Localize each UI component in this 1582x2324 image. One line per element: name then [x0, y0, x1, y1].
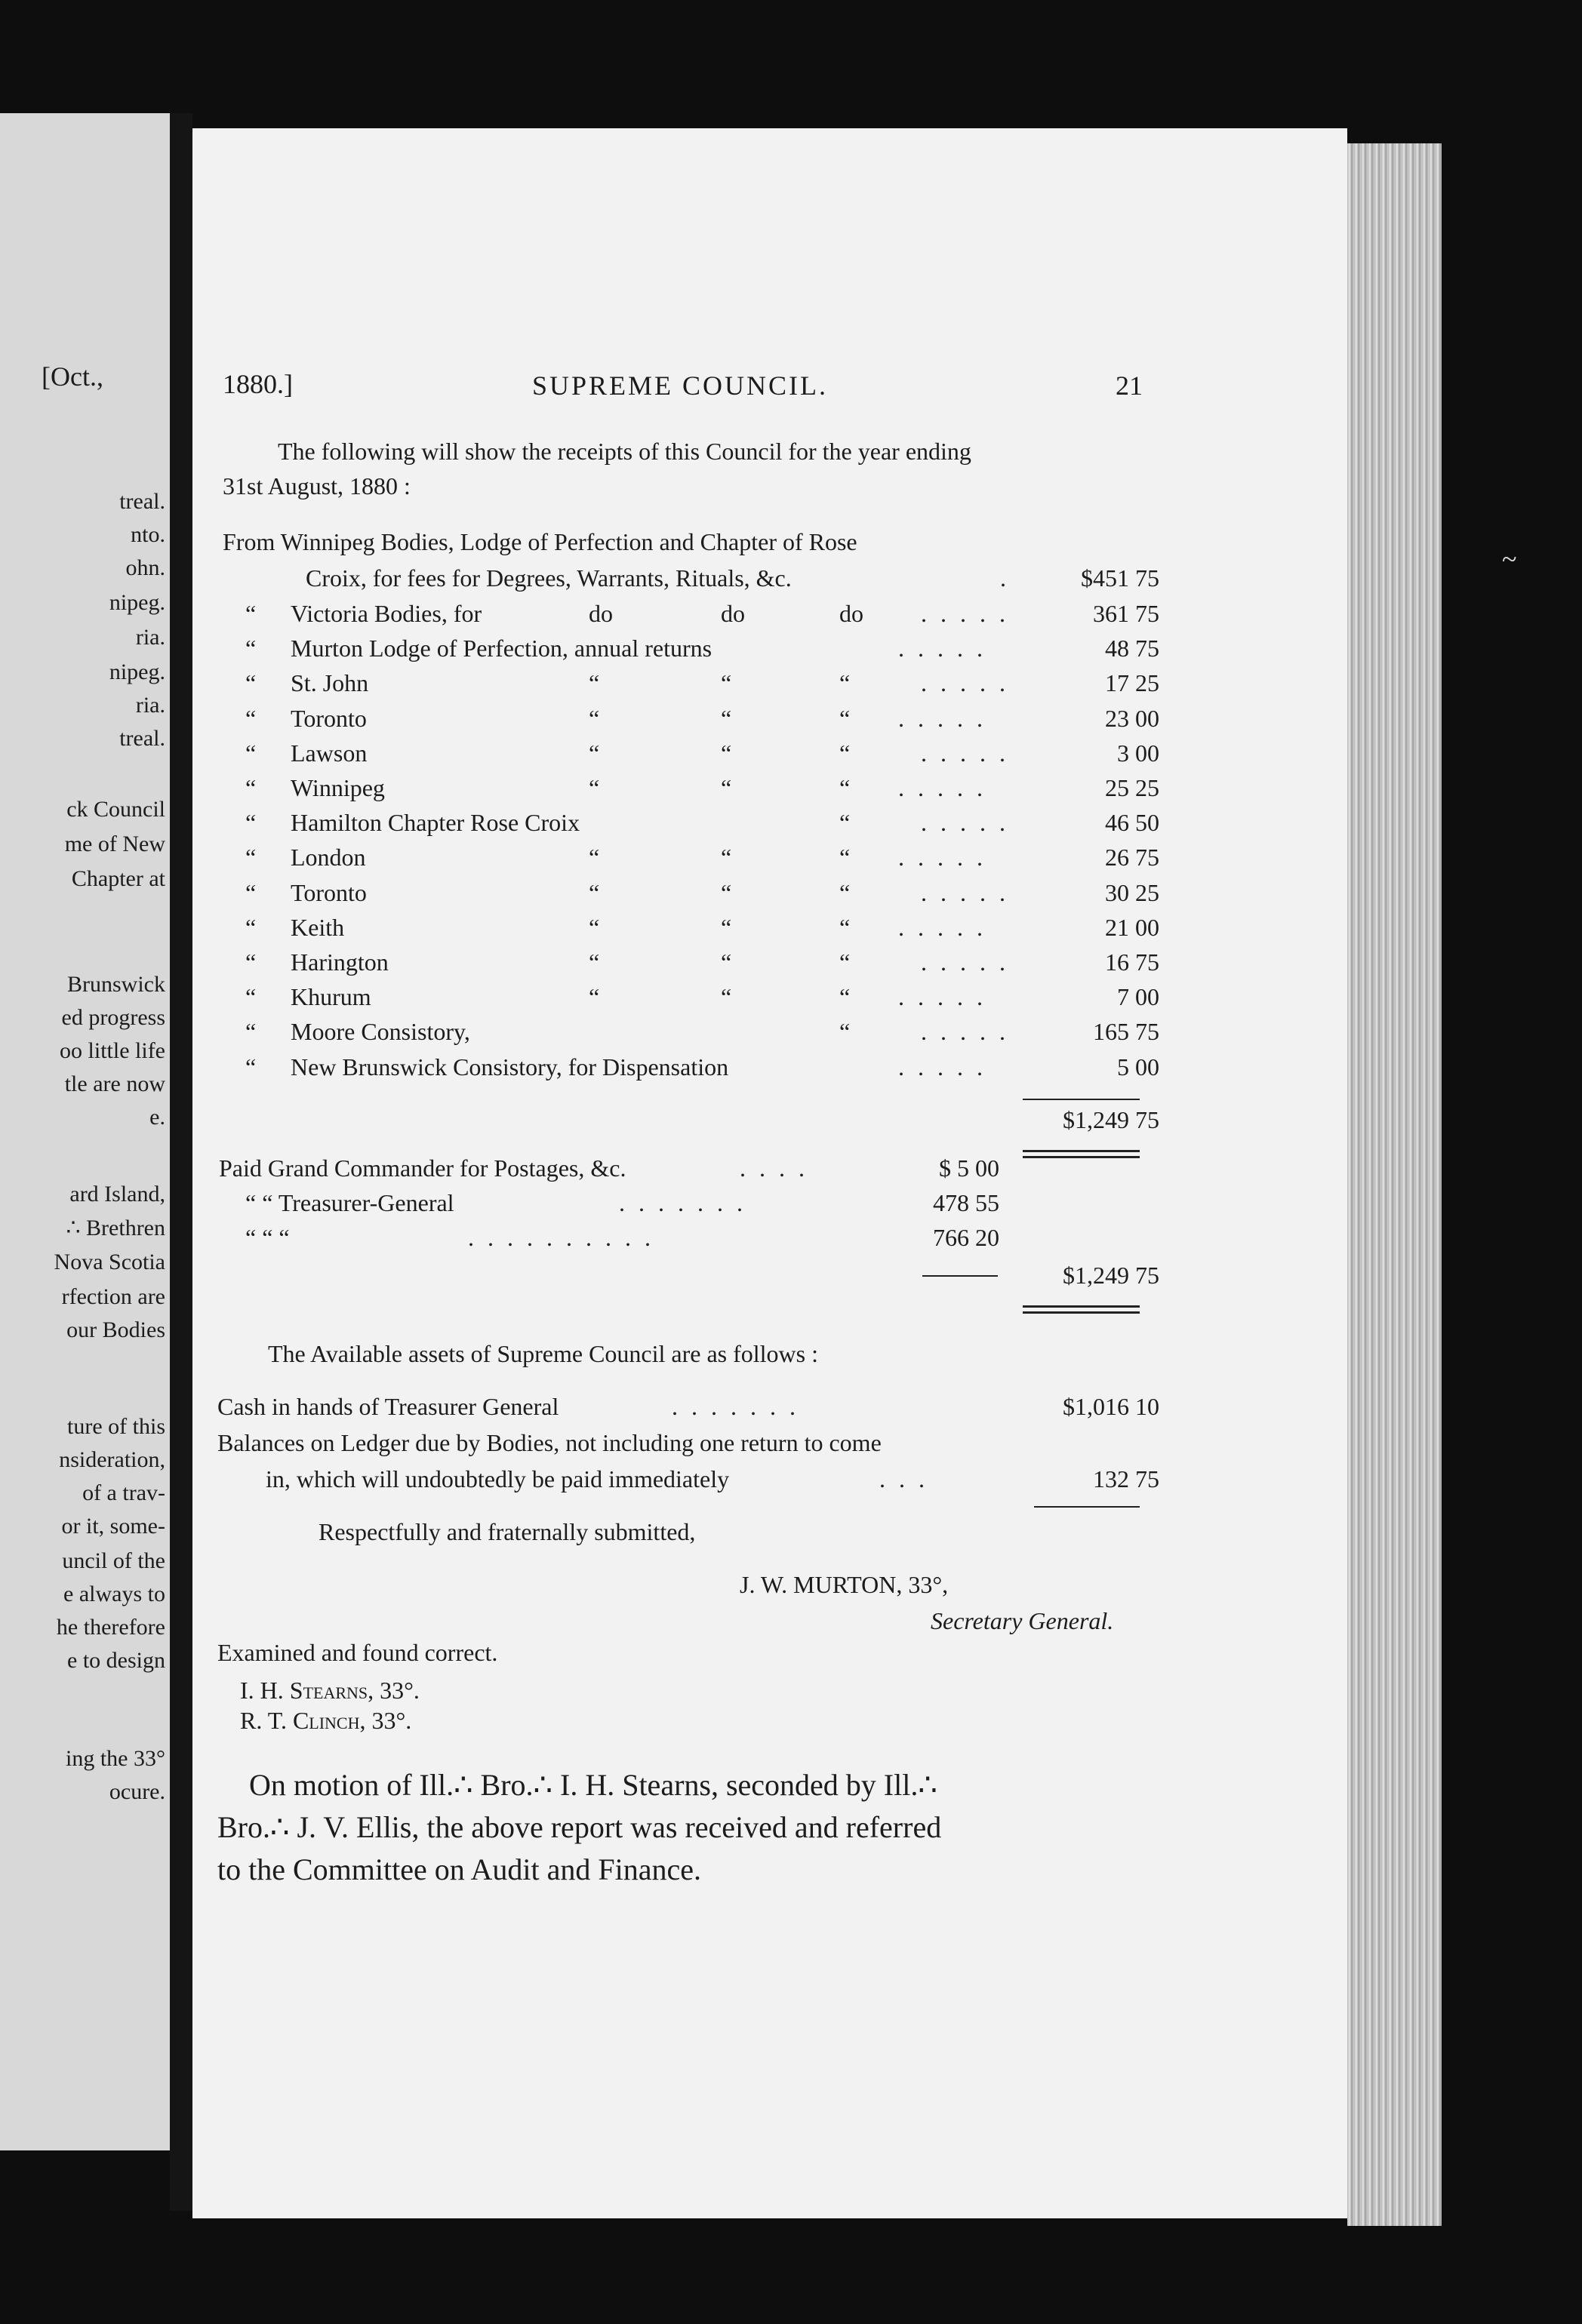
ditto-column: “ — [589, 983, 600, 1010]
ditto-column: “ — [839, 705, 851, 732]
intro-line-2: 31st August, 1880 : — [223, 472, 411, 500]
receipt-amount: 16 75 — [1105, 948, 1159, 976]
receipt-amount: 7 00 — [1117, 983, 1159, 1010]
book-spine — [170, 113, 192, 2211]
payment-label: Paid Grand Commander for Postages, &c. — [219, 1154, 626, 1182]
leader-dots: ..... — [921, 948, 1019, 976]
receipt-amount: 17 25 — [1105, 669, 1159, 696]
examined-line: Examined and found correct. — [217, 1639, 498, 1666]
left-page-line: ard Island, — [69, 1182, 165, 1207]
leader-dots: ..... — [921, 809, 1019, 836]
leader-dots: ..... — [898, 705, 996, 732]
leader-dots: ..... — [898, 774, 996, 801]
ditto-column: “ — [721, 983, 732, 1010]
leader-dots: ..... — [898, 983, 996, 1010]
ditto-column: “ — [839, 1018, 851, 1045]
left-page-line: oo little life — [60, 1038, 165, 1063]
left-page-line: e to design — [67, 1648, 165, 1673]
ditto-column: “ — [721, 914, 732, 941]
leader-dots: . — [1000, 564, 1020, 592]
ditto-mark: “ — [245, 879, 257, 906]
ditto-column: “ — [721, 879, 732, 906]
ditto-mark: “ — [245, 669, 257, 696]
receipt-label: Khurum — [291, 983, 371, 1010]
ditto-column: “ — [839, 948, 851, 976]
rule — [1023, 1099, 1140, 1100]
intro-line-1: The following will show the receipts of this Council for the year ending — [278, 438, 971, 465]
receipt-label: Toronto — [291, 705, 367, 732]
ditto-column: “ — [839, 844, 851, 871]
ditto-column: “ — [589, 774, 600, 801]
payment-amount: $ 5 00 — [939, 1154, 999, 1182]
ditto-mark: “ — [245, 914, 257, 941]
receipt-amount: 48 75 — [1105, 635, 1159, 662]
examiner-1: I. H. Stearns, 33°. — [240, 1677, 420, 1704]
assets-amount-1: $1,016 10 — [1063, 1393, 1159, 1420]
ditto-column: “ — [721, 705, 732, 732]
leader-dots: ..... — [921, 669, 1019, 696]
signature-title: Secretary General. — [931, 1607, 1114, 1634]
receipt-amount: 30 25 — [1105, 879, 1159, 906]
receipt-amount: 3 00 — [1117, 739, 1159, 767]
leader-dots: ....... — [672, 1393, 809, 1420]
receipt-label: Harington — [291, 948, 389, 976]
receipt-label: Keith — [291, 914, 345, 941]
receipt-label: Murton Lodge of Perfection, annual returns — [291, 635, 713, 662]
ditto-column: “ — [589, 669, 600, 696]
receipt-first-cont: Croix, for fees for Degrees, Warrants, Rituals, &c. — [306, 564, 792, 592]
receipt-amount: 361 75 — [1093, 600, 1159, 627]
ditto-column: “ — [589, 948, 600, 976]
double-rule — [1023, 1311, 1140, 1314]
left-page-line: e always to — [63, 1582, 165, 1606]
left-page-line: ing the 33° — [66, 1746, 165, 1771]
ditto-mark: “ — [245, 1018, 257, 1045]
examiner-2: R. T. Clinch, 33°. — [240, 1707, 412, 1734]
page-edges — [1347, 143, 1442, 2226]
left-page-line: e. — [149, 1105, 165, 1130]
leader-dots: ..... — [898, 844, 996, 871]
receipt-amount: 26 75 — [1105, 844, 1159, 871]
left-page-line: nsideration, — [59, 1447, 165, 1472]
payment-label: “ “ “ — [245, 1224, 290, 1251]
leader-dots: ..... — [921, 600, 1019, 627]
ditto-column: “ — [839, 983, 851, 1010]
left-page-line: nipeg. — [109, 659, 165, 684]
ditto-column: “ — [721, 669, 732, 696]
assets-line-2: Balances on Ledger due by Bodies, not including one return to come — [217, 1429, 882, 1456]
left-page-line: of a trav- — [82, 1480, 165, 1505]
left-page-line: nipeg. — [109, 590, 165, 615]
leader-dots: ... — [879, 1465, 938, 1492]
ditto-column: “ — [721, 948, 732, 976]
ditto-mark: “ — [245, 983, 257, 1010]
left-page-line: or it, some- — [61, 1514, 165, 1539]
receipt-amount: 165 75 — [1093, 1018, 1159, 1045]
ditto-column: “ — [721, 774, 732, 801]
receipt-amount: $451 75 — [1081, 564, 1159, 592]
left-page-line: our Bodies — [66, 1317, 165, 1342]
page-year: 1880.] — [223, 369, 293, 399]
scan-mark: ~ — [1502, 544, 1517, 574]
left-page-line: ria. — [135, 693, 165, 718]
receipt-label: Victoria Bodies, for — [291, 600, 482, 627]
left-page-line: ∴ Brethren — [66, 1216, 165, 1240]
receipt-label: St. John — [291, 669, 369, 696]
page-number: 21 — [1116, 370, 1143, 401]
receipts-total: $1,249 75 — [1063, 1106, 1159, 1133]
receipt-label: London — [291, 844, 366, 871]
leader-dots: ..... — [921, 739, 1019, 767]
rule — [1034, 1506, 1140, 1508]
leader-dots: .......... — [468, 1224, 664, 1251]
motion-line-1: On motion of Ill.∴ Bro.∴ I. H. Stearns, seconded by Ill.∴ — [249, 1768, 937, 1802]
ditto-mark: “ — [245, 774, 257, 801]
left-page-line: ocure. — [109, 1779, 165, 1804]
leader-dots: .... — [740, 1154, 818, 1182]
ditto-mark: “ — [245, 705, 257, 732]
ditto-mark: “ — [245, 739, 257, 767]
left-page-line: ck Council — [66, 797, 165, 822]
ditto-column: “ — [589, 739, 600, 767]
leader-dots: ..... — [898, 1053, 996, 1081]
assets-line-1: Cash in hands of Treasurer General — [217, 1393, 559, 1420]
ditto-mark: “ — [245, 635, 257, 662]
leader-dots: ..... — [898, 635, 996, 662]
assets-heading: The Available assets of Supreme Council are as follows : — [268, 1340, 818, 1367]
ditto-column: do — [589, 600, 613, 627]
ditto-column: “ — [721, 739, 732, 767]
left-page-line: rfection are — [61, 1284, 165, 1309]
page-title: SUPREME COUNCIL. — [532, 370, 829, 401]
motion-line-2: Bro.∴ J. V. Ellis, the above report was received and referred — [217, 1810, 942, 1844]
ditto-column: “ — [721, 844, 732, 871]
left-page — [0, 113, 170, 2150]
left-page-line: ture of this — [67, 1414, 165, 1439]
receipt-label: Moore Consistory, — [291, 1018, 470, 1045]
left-page-line: he therefore — [56, 1615, 165, 1640]
closing-line: Respectfully and fraternally submitted, — [319, 1518, 696, 1545]
ditto-mark: “ — [245, 600, 257, 627]
left-page-line: treal. — [119, 489, 165, 514]
receipt-amount: 5 00 — [1117, 1053, 1159, 1081]
ditto-mark: “ — [245, 948, 257, 976]
ditto-column: “ — [839, 669, 851, 696]
left-page-line: Nova Scotia — [54, 1250, 165, 1274]
left-page-line: me of New — [64, 832, 165, 856]
payment-label: “ “ Treasurer-General — [245, 1189, 454, 1216]
double-rule — [1023, 1156, 1140, 1158]
left-page-line: nto. — [131, 522, 165, 547]
receipt-label: Winnipeg — [291, 774, 385, 801]
receipt-label: Hamilton Chapter Rose Croix — [291, 809, 580, 836]
ditto-column: “ — [839, 739, 851, 767]
double-rule — [1023, 1305, 1140, 1308]
assets-amount-2: 132 75 — [1093, 1465, 1159, 1492]
receipt-label: Lawson — [291, 739, 368, 767]
leader-dots: ....... — [619, 1189, 756, 1216]
leader-dots: ..... — [921, 879, 1019, 906]
left-page-line: tle are now — [64, 1071, 165, 1096]
ditto-column: “ — [589, 705, 600, 732]
assets-line-2-cont: in, which will undoubtedly be paid immediately — [266, 1465, 730, 1492]
rule — [922, 1275, 998, 1277]
leader-dots: ..... — [898, 914, 996, 941]
ditto-mark: “ — [245, 809, 257, 836]
receipt-first-line: From Winnipeg Bodies, Lodge of Perfection and Chapter of Rose — [223, 528, 857, 555]
receipt-amount: 23 00 — [1105, 705, 1159, 732]
double-rule — [1023, 1150, 1140, 1152]
ditto-column: “ — [589, 914, 600, 941]
ditto-column: “ — [839, 879, 851, 906]
ditto-column: “ — [589, 844, 600, 871]
ditto-mark: “ — [245, 844, 257, 871]
left-page-line: Chapter at — [71, 866, 165, 891]
ditto-column: “ — [839, 774, 851, 801]
ditto-column: do — [839, 600, 863, 627]
ditto-column: “ — [839, 809, 851, 836]
receipt-label: New Brunswick Consistory, for Dispensation — [291, 1053, 729, 1081]
motion-line-3: to the Committee on Audit and Finance. — [217, 1852, 702, 1886]
receipt-label: Toronto — [291, 879, 367, 906]
receipt-amount: 46 50 — [1105, 809, 1159, 836]
left-page-line: ohn. — [125, 555, 165, 580]
ditto-mark: “ — [245, 1053, 257, 1081]
leader-dots: ..... — [921, 1018, 1019, 1045]
left-page-line: ed progress — [61, 1005, 165, 1030]
ditto-column: do — [721, 600, 745, 627]
signature-name: J. W. MURTON, 33°, — [740, 1571, 949, 1598]
left-page-line: ria. — [135, 625, 165, 650]
left-page-line: Brunswick — [67, 972, 165, 997]
left-page-line: uncil of the — [62, 1548, 165, 1573]
left-page-line: treal. — [119, 726, 165, 751]
receipt-amount: 25 25 — [1105, 774, 1159, 801]
receipt-amount: 21 00 — [1105, 914, 1159, 941]
left-page-header: [Oct., — [42, 361, 103, 392]
payment-amount: 478 55 — [933, 1189, 999, 1216]
payment-amount: 766 20 — [933, 1224, 999, 1251]
payments-total: $1,249 75 — [1063, 1262, 1159, 1289]
ditto-column: “ — [589, 879, 600, 906]
ditto-column: “ — [839, 914, 851, 941]
